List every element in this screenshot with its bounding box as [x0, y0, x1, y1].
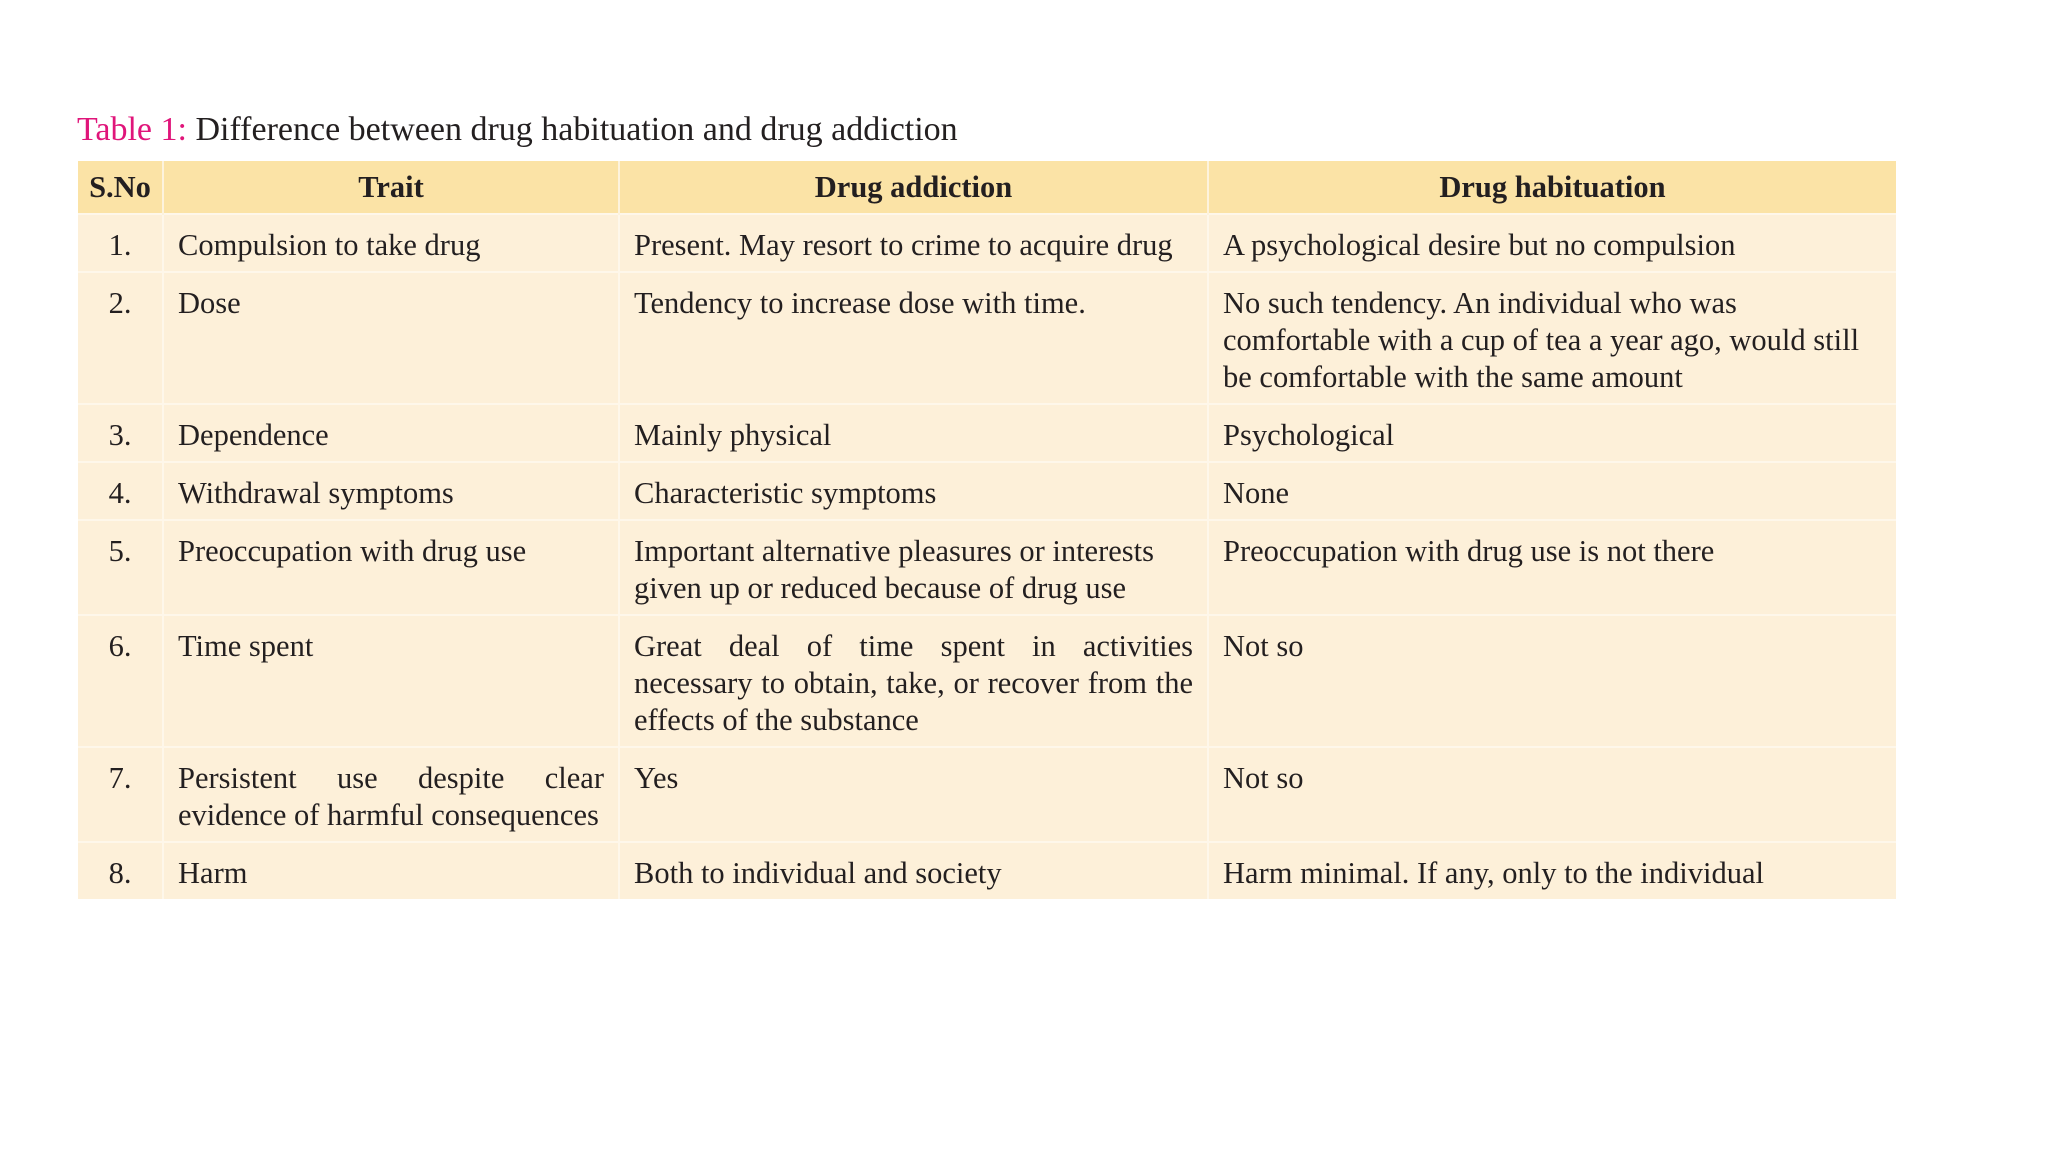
row-trait: Dose	[163, 272, 619, 404]
row-trait: Preoccupation with drug use	[163, 520, 619, 615]
table-row	[78, 214, 1896, 272]
table-row	[78, 272, 1896, 404]
row-drug-habituation: Psychological	[1208, 404, 1896, 462]
comparison-table	[78, 161, 1896, 899]
table-header	[78, 161, 1896, 214]
caption-label: Table 1:	[77, 111, 187, 148]
row-drug-habituation: Harm minimal. If any, only to the individual	[1208, 842, 1896, 899]
row-sno: 1.	[78, 214, 163, 272]
row-sno: 8.	[78, 842, 163, 899]
row-sno: 7.	[78, 747, 163, 842]
row-sno: 3.	[78, 404, 163, 462]
header-drug-addiction: Drug addiction	[619, 161, 1208, 214]
row-drug-addiction: Characteristic symptoms	[619, 462, 1208, 520]
row-drug-addiction: Mainly physical	[619, 404, 1208, 462]
row-trait: Withdrawal symptoms	[163, 462, 619, 520]
comparison-table-container	[78, 161, 1896, 899]
table-row	[78, 520, 1896, 615]
row-sno: 6.	[78, 615, 163, 747]
row-trait: Persistent use despite clear evidence of harmful consequences	[163, 747, 619, 842]
row-sno: 5.	[78, 520, 163, 615]
table-caption	[77, 107, 958, 153]
table-row	[78, 404, 1896, 462]
header-row	[78, 161, 1896, 214]
row-drug-habituation: Preoccupation with drug use is not there	[1208, 520, 1896, 615]
row-drug-addiction: Both to individual and society	[619, 842, 1208, 899]
row-drug-habituation: None	[1208, 462, 1896, 520]
caption-text: Difference between drug habituation and drug addiction	[195, 111, 958, 148]
row-trait: Time spent	[163, 615, 619, 747]
table-row	[78, 462, 1896, 520]
header-drug-habituation: Drug habituation	[1208, 161, 1896, 214]
table-row	[78, 842, 1896, 899]
header-trait: Trait	[163, 161, 619, 214]
row-drug-habituation: Not so	[1208, 747, 1896, 842]
row-drug-addiction: Yes	[619, 747, 1208, 842]
row-drug-habituation: Not so	[1208, 615, 1896, 747]
row-drug-addiction: Present. May resort to crime to acquire drug	[619, 214, 1208, 272]
row-trait: Dependence	[163, 404, 619, 462]
row-trait: Compulsion to take drug	[163, 214, 619, 272]
table-row	[78, 615, 1896, 747]
row-drug-habituation: No such tendency. An individual who was comfortable with a cup of tea a year ago, would still be comfortable with the same amount	[1208, 272, 1896, 404]
table-body	[78, 214, 1896, 899]
header-sno: S.No	[78, 161, 163, 214]
row-sno: 4.	[78, 462, 163, 520]
row-drug-addiction: Great deal of time spent in activities necessary to obtain, take, or recover from the effects of the substance	[619, 615, 1208, 747]
row-trait: Harm	[163, 842, 619, 899]
table-row	[78, 747, 1896, 842]
row-drug-addiction: Important alternative pleasures or interests given up or reduced because of drug use	[619, 520, 1208, 615]
row-drug-habituation: A psychological desire but no compulsion	[1208, 214, 1896, 272]
row-drug-addiction: Tendency to increase dose with time.	[619, 272, 1208, 404]
row-sno: 2.	[78, 272, 163, 404]
